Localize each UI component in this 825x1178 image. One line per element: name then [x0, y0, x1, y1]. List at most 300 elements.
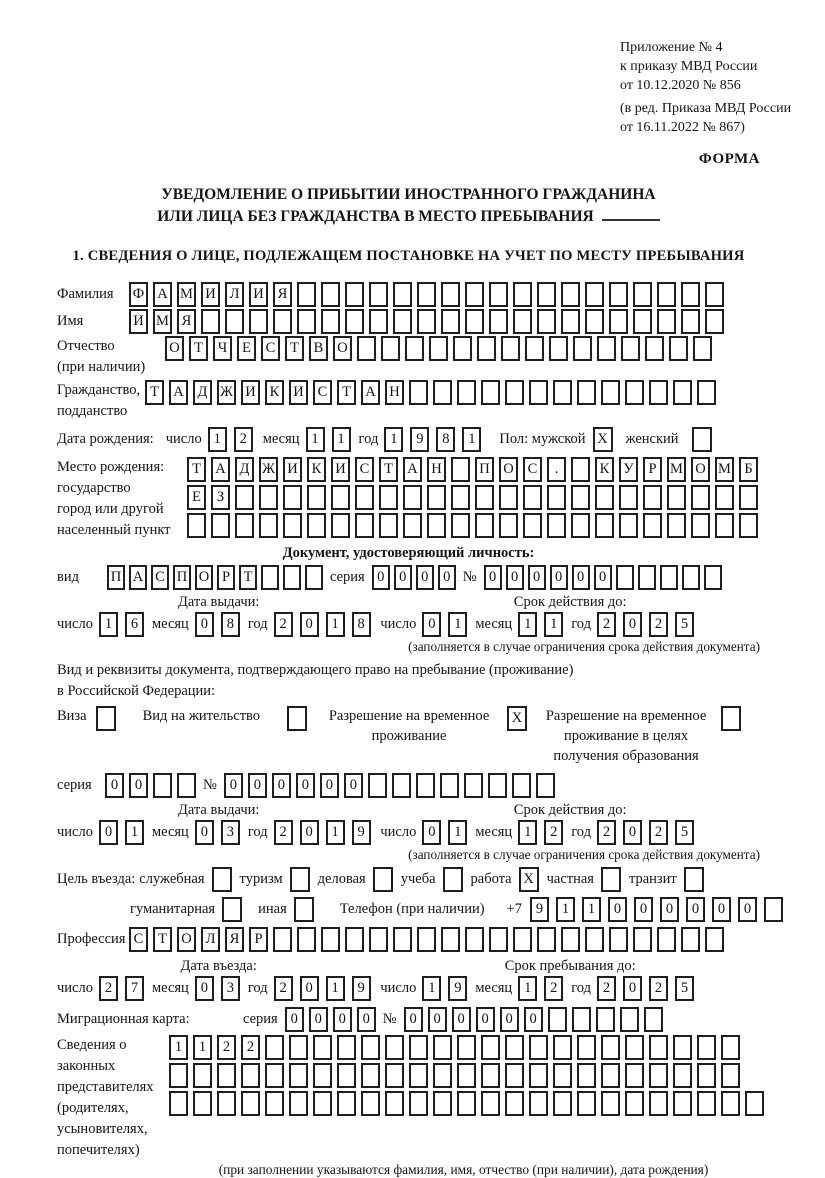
- char-cell[interactable]: [601, 1063, 620, 1088]
- char-cell[interactable]: 5: [675, 820, 694, 845]
- char-cell[interactable]: [499, 513, 518, 538]
- char-cell[interactable]: [297, 927, 316, 952]
- char-cell[interactable]: [417, 927, 436, 952]
- char-cell[interactable]: [441, 282, 460, 307]
- char-cell[interactable]: [193, 1091, 212, 1116]
- char-cell[interactable]: 3: [221, 976, 240, 1001]
- char-cell[interactable]: [529, 1035, 548, 1060]
- char-cell[interactable]: М: [153, 309, 172, 334]
- char-cell[interactable]: [571, 513, 590, 538]
- char-cell[interactable]: 1: [99, 612, 118, 637]
- char-cell[interactable]: [643, 485, 662, 510]
- char-cell[interactable]: [537, 309, 556, 334]
- char-cell[interactable]: [697, 1035, 716, 1060]
- char-cell[interactable]: А: [403, 457, 422, 482]
- char-cell[interactable]: 1: [518, 976, 537, 1001]
- char-cell[interactable]: 2: [597, 976, 616, 1001]
- char-cell[interactable]: [505, 380, 524, 405]
- char-cell[interactable]: [385, 1063, 404, 1088]
- char-cell[interactable]: [331, 485, 350, 510]
- char-cell[interactable]: П: [173, 565, 191, 590]
- char-cell[interactable]: 9: [530, 897, 549, 922]
- char-cell[interactable]: [561, 282, 580, 307]
- char-cell[interactable]: 0: [500, 1007, 519, 1032]
- char-cell[interactable]: С: [151, 565, 169, 590]
- char-cell[interactable]: [321, 309, 340, 334]
- char-cell[interactable]: [307, 513, 326, 538]
- char-cell[interactable]: [193, 1063, 212, 1088]
- char-cell[interactable]: [187, 513, 206, 538]
- char-cell[interactable]: Ф: [129, 282, 148, 307]
- char-cell[interactable]: С: [355, 457, 374, 482]
- purpose-transit-checkbox[interactable]: [684, 867, 704, 892]
- char-cell[interactable]: 0: [300, 976, 319, 1001]
- char-cell[interactable]: П: [475, 457, 494, 482]
- char-cell[interactable]: [417, 282, 436, 307]
- char-cell[interactable]: [616, 565, 634, 590]
- char-cell[interactable]: [609, 309, 628, 334]
- char-cell[interactable]: Б: [739, 457, 758, 482]
- char-cell[interactable]: 2: [544, 976, 563, 1001]
- char-cell[interactable]: [529, 380, 548, 405]
- char-cell[interactable]: [465, 282, 484, 307]
- char-cell[interactable]: [525, 336, 544, 361]
- char-cell[interactable]: [369, 282, 388, 307]
- char-cell[interactable]: [265, 1035, 284, 1060]
- purpose-work-checkbox[interactable]: X: [519, 867, 539, 892]
- char-cell[interactable]: [297, 309, 316, 334]
- char-cell[interactable]: Т: [145, 380, 164, 405]
- char-cell[interactable]: [379, 513, 398, 538]
- char-cell[interactable]: 3: [221, 820, 240, 845]
- char-cell[interactable]: [739, 485, 758, 510]
- char-cell[interactable]: [403, 485, 422, 510]
- char-cell[interactable]: И: [201, 282, 220, 307]
- char-cell[interactable]: [553, 1063, 572, 1088]
- char-cell[interactable]: Д: [235, 457, 254, 482]
- char-cell[interactable]: [691, 513, 710, 538]
- char-cell[interactable]: Ж: [217, 380, 236, 405]
- char-cell[interactable]: [505, 1063, 524, 1088]
- char-cell[interactable]: [368, 773, 387, 798]
- char-cell[interactable]: 0: [296, 773, 315, 798]
- char-cell[interactable]: 2: [544, 820, 563, 845]
- char-cell[interactable]: [201, 309, 220, 334]
- char-cell[interactable]: [553, 380, 572, 405]
- char-cell[interactable]: [673, 1091, 692, 1116]
- char-cell[interactable]: 0: [416, 565, 434, 590]
- char-cell[interactable]: [669, 336, 688, 361]
- char-cell[interactable]: [595, 485, 614, 510]
- char-cell[interactable]: [169, 1091, 188, 1116]
- char-cell[interactable]: [488, 773, 507, 798]
- char-cell[interactable]: Т: [153, 927, 172, 952]
- char-cell[interactable]: [211, 513, 230, 538]
- char-cell[interactable]: [553, 1035, 572, 1060]
- char-cell[interactable]: 1: [422, 976, 441, 1001]
- char-cell[interactable]: [361, 1091, 380, 1116]
- char-cell[interactable]: [597, 336, 616, 361]
- char-cell[interactable]: [265, 1091, 284, 1116]
- char-cell[interactable]: [441, 927, 460, 952]
- char-cell[interactable]: [715, 513, 734, 538]
- char-cell[interactable]: [682, 565, 700, 590]
- char-cell[interactable]: 1: [306, 427, 325, 452]
- char-cell[interactable]: [475, 513, 494, 538]
- purpose-private-checkbox[interactable]: [601, 867, 621, 892]
- char-cell[interactable]: 8: [436, 427, 455, 452]
- char-cell[interactable]: 0: [608, 897, 627, 922]
- char-cell[interactable]: [345, 282, 364, 307]
- char-cell[interactable]: [697, 1091, 716, 1116]
- char-cell[interactable]: [313, 1091, 332, 1116]
- char-cell[interactable]: [464, 773, 483, 798]
- char-cell[interactable]: [705, 927, 724, 952]
- char-cell[interactable]: 0: [285, 1007, 304, 1032]
- char-cell[interactable]: Н: [427, 457, 446, 482]
- purpose-tourism-checkbox[interactable]: [290, 867, 310, 892]
- char-cell[interactable]: [523, 513, 542, 538]
- purpose-humanitarian-checkbox[interactable]: [222, 897, 242, 922]
- char-cell[interactable]: [475, 485, 494, 510]
- char-cell[interactable]: [499, 485, 518, 510]
- char-cell[interactable]: [313, 1035, 332, 1060]
- char-cell[interactable]: [536, 773, 555, 798]
- char-cell[interactable]: [609, 282, 628, 307]
- char-cell[interactable]: А: [169, 380, 188, 405]
- char-cell[interactable]: [681, 927, 700, 952]
- char-cell[interactable]: [571, 457, 590, 482]
- char-cell[interactable]: И: [241, 380, 260, 405]
- char-cell[interactable]: [649, 380, 668, 405]
- char-cell[interactable]: [644, 1007, 663, 1032]
- char-cell[interactable]: 0: [195, 612, 214, 637]
- char-cell[interactable]: [673, 380, 692, 405]
- char-cell[interactable]: Л: [201, 927, 220, 952]
- char-cell[interactable]: [355, 485, 374, 510]
- char-cell[interactable]: [481, 1063, 500, 1088]
- char-cell[interactable]: 1: [556, 897, 575, 922]
- char-cell[interactable]: И: [283, 457, 302, 482]
- char-cell[interactable]: 0: [372, 565, 390, 590]
- char-cell[interactable]: [537, 927, 556, 952]
- char-cell[interactable]: [596, 1007, 615, 1032]
- temp-residence-checkbox[interactable]: X: [507, 706, 527, 731]
- char-cell[interactable]: [537, 282, 556, 307]
- char-cell[interactable]: [705, 282, 724, 307]
- char-cell[interactable]: 0: [660, 897, 679, 922]
- char-cell[interactable]: [283, 485, 302, 510]
- char-cell[interactable]: [289, 1091, 308, 1116]
- char-cell[interactable]: [547, 485, 566, 510]
- char-cell[interactable]: [453, 336, 472, 361]
- char-cell[interactable]: [481, 1091, 500, 1116]
- char-cell[interactable]: [305, 565, 323, 590]
- char-cell[interactable]: [721, 1063, 740, 1088]
- char-cell[interactable]: 0: [422, 820, 441, 845]
- char-cell[interactable]: 1: [384, 427, 403, 452]
- char-cell[interactable]: [321, 927, 340, 952]
- char-cell[interactable]: [704, 565, 722, 590]
- char-cell[interactable]: 2: [234, 427, 253, 452]
- char-cell[interactable]: [745, 1091, 764, 1116]
- char-cell[interactable]: [451, 485, 470, 510]
- char-cell[interactable]: [409, 1091, 428, 1116]
- char-cell[interactable]: [549, 336, 568, 361]
- char-cell[interactable]: [337, 1063, 356, 1088]
- purpose-business-checkbox[interactable]: [373, 867, 393, 892]
- char-cell[interactable]: [177, 773, 196, 798]
- char-cell[interactable]: 0: [572, 565, 590, 590]
- char-cell[interactable]: [457, 1063, 476, 1088]
- char-cell[interactable]: [585, 927, 604, 952]
- char-cell[interactable]: [572, 1007, 591, 1032]
- char-cell[interactable]: 0: [712, 897, 731, 922]
- char-cell[interactable]: [667, 513, 686, 538]
- char-cell[interactable]: [625, 380, 644, 405]
- char-cell[interactable]: [433, 380, 452, 405]
- char-cell[interactable]: 0: [333, 1007, 352, 1032]
- char-cell[interactable]: 9: [410, 427, 429, 452]
- char-cell[interactable]: [649, 1035, 668, 1060]
- char-cell[interactable]: [357, 336, 376, 361]
- char-cell[interactable]: 0: [550, 565, 568, 590]
- char-cell[interactable]: О: [333, 336, 352, 361]
- char-cell[interactable]: 1: [448, 612, 467, 637]
- char-cell[interactable]: Я: [225, 927, 244, 952]
- char-cell[interactable]: [553, 1091, 572, 1116]
- char-cell[interactable]: А: [361, 380, 380, 405]
- char-cell[interactable]: С: [129, 927, 148, 952]
- char-cell[interactable]: [427, 513, 446, 538]
- char-cell[interactable]: [409, 1035, 428, 1060]
- char-cell[interactable]: [379, 485, 398, 510]
- char-cell[interactable]: [345, 927, 364, 952]
- char-cell[interactable]: 0: [195, 976, 214, 1001]
- char-cell[interactable]: [489, 309, 508, 334]
- char-cell[interactable]: [577, 1035, 596, 1060]
- char-cell[interactable]: [513, 282, 532, 307]
- char-cell[interactable]: Л: [225, 282, 244, 307]
- char-cell[interactable]: [721, 1091, 740, 1116]
- purpose-official-checkbox[interactable]: [212, 867, 232, 892]
- char-cell[interactable]: [529, 1063, 548, 1088]
- char-cell[interactable]: [465, 927, 484, 952]
- char-cell[interactable]: [321, 282, 340, 307]
- char-cell[interactable]: 9: [352, 976, 371, 1001]
- char-cell[interactable]: [577, 1091, 596, 1116]
- char-cell[interactable]: [571, 485, 590, 510]
- char-cell[interactable]: [561, 927, 580, 952]
- char-cell[interactable]: Е: [187, 485, 206, 510]
- char-cell[interactable]: [337, 1035, 356, 1060]
- char-cell[interactable]: [715, 485, 734, 510]
- char-cell[interactable]: 2: [649, 976, 668, 1001]
- char-cell[interactable]: [381, 336, 400, 361]
- char-cell[interactable]: [345, 309, 364, 334]
- char-cell[interactable]: [601, 1035, 620, 1060]
- char-cell[interactable]: [451, 457, 470, 482]
- char-cell[interactable]: А: [129, 565, 147, 590]
- char-cell[interactable]: 0: [506, 565, 524, 590]
- char-cell[interactable]: 1: [332, 427, 351, 452]
- char-cell[interactable]: 2: [597, 612, 616, 637]
- char-cell[interactable]: [465, 309, 484, 334]
- male-checkbox[interactable]: X: [593, 427, 613, 452]
- char-cell[interactable]: Т: [285, 336, 304, 361]
- char-cell[interactable]: [505, 1035, 524, 1060]
- char-cell[interactable]: 8: [221, 612, 240, 637]
- char-cell[interactable]: 2: [274, 976, 293, 1001]
- char-cell[interactable]: [585, 309, 604, 334]
- char-cell[interactable]: [601, 1091, 620, 1116]
- char-cell[interactable]: [393, 309, 412, 334]
- char-cell[interactable]: [451, 513, 470, 538]
- char-cell[interactable]: М: [715, 457, 734, 482]
- purpose-other-checkbox[interactable]: [294, 897, 314, 922]
- char-cell[interactable]: [633, 927, 652, 952]
- char-cell[interactable]: 1: [544, 612, 563, 637]
- char-cell[interactable]: [513, 927, 532, 952]
- char-cell[interactable]: [620, 1007, 639, 1032]
- char-cell[interactable]: [361, 1063, 380, 1088]
- char-cell[interactable]: [217, 1091, 236, 1116]
- char-cell[interactable]: Ч: [213, 336, 232, 361]
- char-cell[interactable]: 0: [528, 565, 546, 590]
- char-cell[interactable]: [638, 565, 656, 590]
- char-cell[interactable]: [529, 1091, 548, 1116]
- char-cell[interactable]: К: [307, 457, 326, 482]
- char-cell[interactable]: 0: [99, 820, 118, 845]
- char-cell[interactable]: Н: [385, 380, 404, 405]
- char-cell[interactable]: [721, 1035, 740, 1060]
- char-cell[interactable]: 0: [476, 1007, 495, 1032]
- char-cell[interactable]: [667, 485, 686, 510]
- char-cell[interactable]: Т: [337, 380, 356, 405]
- char-cell[interactable]: 1: [208, 427, 227, 452]
- char-cell[interactable]: [457, 1035, 476, 1060]
- char-cell[interactable]: [235, 513, 254, 538]
- char-cell[interactable]: 5: [675, 612, 694, 637]
- char-cell[interactable]: 7: [125, 976, 144, 1001]
- char-cell[interactable]: 1: [582, 897, 601, 922]
- char-cell[interactable]: [633, 309, 652, 334]
- char-cell[interactable]: [657, 309, 676, 334]
- char-cell[interactable]: [361, 1035, 380, 1060]
- char-cell[interactable]: .: [547, 457, 566, 482]
- char-cell[interactable]: С: [313, 380, 332, 405]
- char-cell[interactable]: 0: [623, 820, 642, 845]
- char-cell[interactable]: [417, 309, 436, 334]
- char-cell[interactable]: Я: [273, 282, 292, 307]
- char-cell[interactable]: 0: [272, 773, 291, 798]
- char-cell[interactable]: 1: [326, 976, 345, 1001]
- char-cell[interactable]: 1: [518, 612, 537, 637]
- char-cell[interactable]: Т: [187, 457, 206, 482]
- char-cell[interactable]: С: [523, 457, 542, 482]
- char-cell[interactable]: [573, 336, 592, 361]
- char-cell[interactable]: [297, 282, 316, 307]
- char-cell[interactable]: 9: [448, 976, 467, 1001]
- char-cell[interactable]: [693, 336, 712, 361]
- char-cell[interactable]: [289, 1063, 308, 1088]
- char-cell[interactable]: [512, 773, 531, 798]
- char-cell[interactable]: 0: [300, 612, 319, 637]
- char-cell[interactable]: [577, 1063, 596, 1088]
- char-cell[interactable]: [697, 380, 716, 405]
- char-cell[interactable]: 2: [99, 976, 118, 1001]
- char-cell[interactable]: [625, 1035, 644, 1060]
- char-cell[interactable]: [691, 485, 710, 510]
- char-cell[interactable]: [625, 1063, 644, 1088]
- char-cell[interactable]: У: [619, 457, 638, 482]
- char-cell[interactable]: [673, 1035, 692, 1060]
- char-cell[interactable]: [673, 1063, 692, 1088]
- char-cell[interactable]: [657, 927, 676, 952]
- char-cell[interactable]: 0: [300, 820, 319, 845]
- char-cell[interactable]: И: [249, 282, 268, 307]
- char-cell[interactable]: [416, 773, 435, 798]
- char-cell[interactable]: 0: [594, 565, 612, 590]
- char-cell[interactable]: [385, 1091, 404, 1116]
- char-cell[interactable]: [337, 1091, 356, 1116]
- char-cell[interactable]: О: [691, 457, 710, 482]
- char-cell[interactable]: Д: [193, 380, 212, 405]
- char-cell[interactable]: 5: [675, 976, 694, 1001]
- char-cell[interactable]: [643, 513, 662, 538]
- char-cell[interactable]: [273, 309, 292, 334]
- char-cell[interactable]: Т: [379, 457, 398, 482]
- char-cell[interactable]: 0: [309, 1007, 328, 1032]
- residence-permit-checkbox[interactable]: [287, 706, 307, 731]
- char-cell[interactable]: [645, 336, 664, 361]
- char-cell[interactable]: [225, 309, 244, 334]
- char-cell[interactable]: Р: [217, 565, 235, 590]
- char-cell[interactable]: [393, 927, 412, 952]
- char-cell[interactable]: 2: [274, 820, 293, 845]
- char-cell[interactable]: 1: [169, 1035, 188, 1060]
- char-cell[interactable]: [489, 927, 508, 952]
- char-cell[interactable]: И: [289, 380, 308, 405]
- char-cell[interactable]: [409, 380, 428, 405]
- char-cell[interactable]: 2: [217, 1035, 236, 1060]
- char-cell[interactable]: И: [331, 457, 350, 482]
- char-cell[interactable]: [649, 1091, 668, 1116]
- char-cell[interactable]: [501, 336, 520, 361]
- char-cell[interactable]: [601, 380, 620, 405]
- char-cell[interactable]: [249, 309, 268, 334]
- char-cell[interactable]: [235, 485, 254, 510]
- char-cell[interactable]: Р: [249, 927, 268, 952]
- char-cell[interactable]: [441, 309, 460, 334]
- char-cell[interactable]: О: [499, 457, 518, 482]
- char-cell[interactable]: 0: [738, 897, 757, 922]
- char-cell[interactable]: 1: [448, 820, 467, 845]
- char-cell[interactable]: [523, 485, 542, 510]
- char-cell[interactable]: О: [165, 336, 184, 361]
- char-cell[interactable]: [505, 1091, 524, 1116]
- char-cell[interactable]: 0: [686, 897, 705, 922]
- char-cell[interactable]: [548, 1007, 567, 1032]
- char-cell[interactable]: [489, 282, 508, 307]
- char-cell[interactable]: [403, 513, 422, 538]
- char-cell[interactable]: [369, 309, 388, 334]
- char-cell[interactable]: [619, 513, 638, 538]
- char-cell[interactable]: 8: [352, 612, 371, 637]
- char-cell[interactable]: [619, 485, 638, 510]
- char-cell[interactable]: [513, 309, 532, 334]
- char-cell[interactable]: [633, 282, 652, 307]
